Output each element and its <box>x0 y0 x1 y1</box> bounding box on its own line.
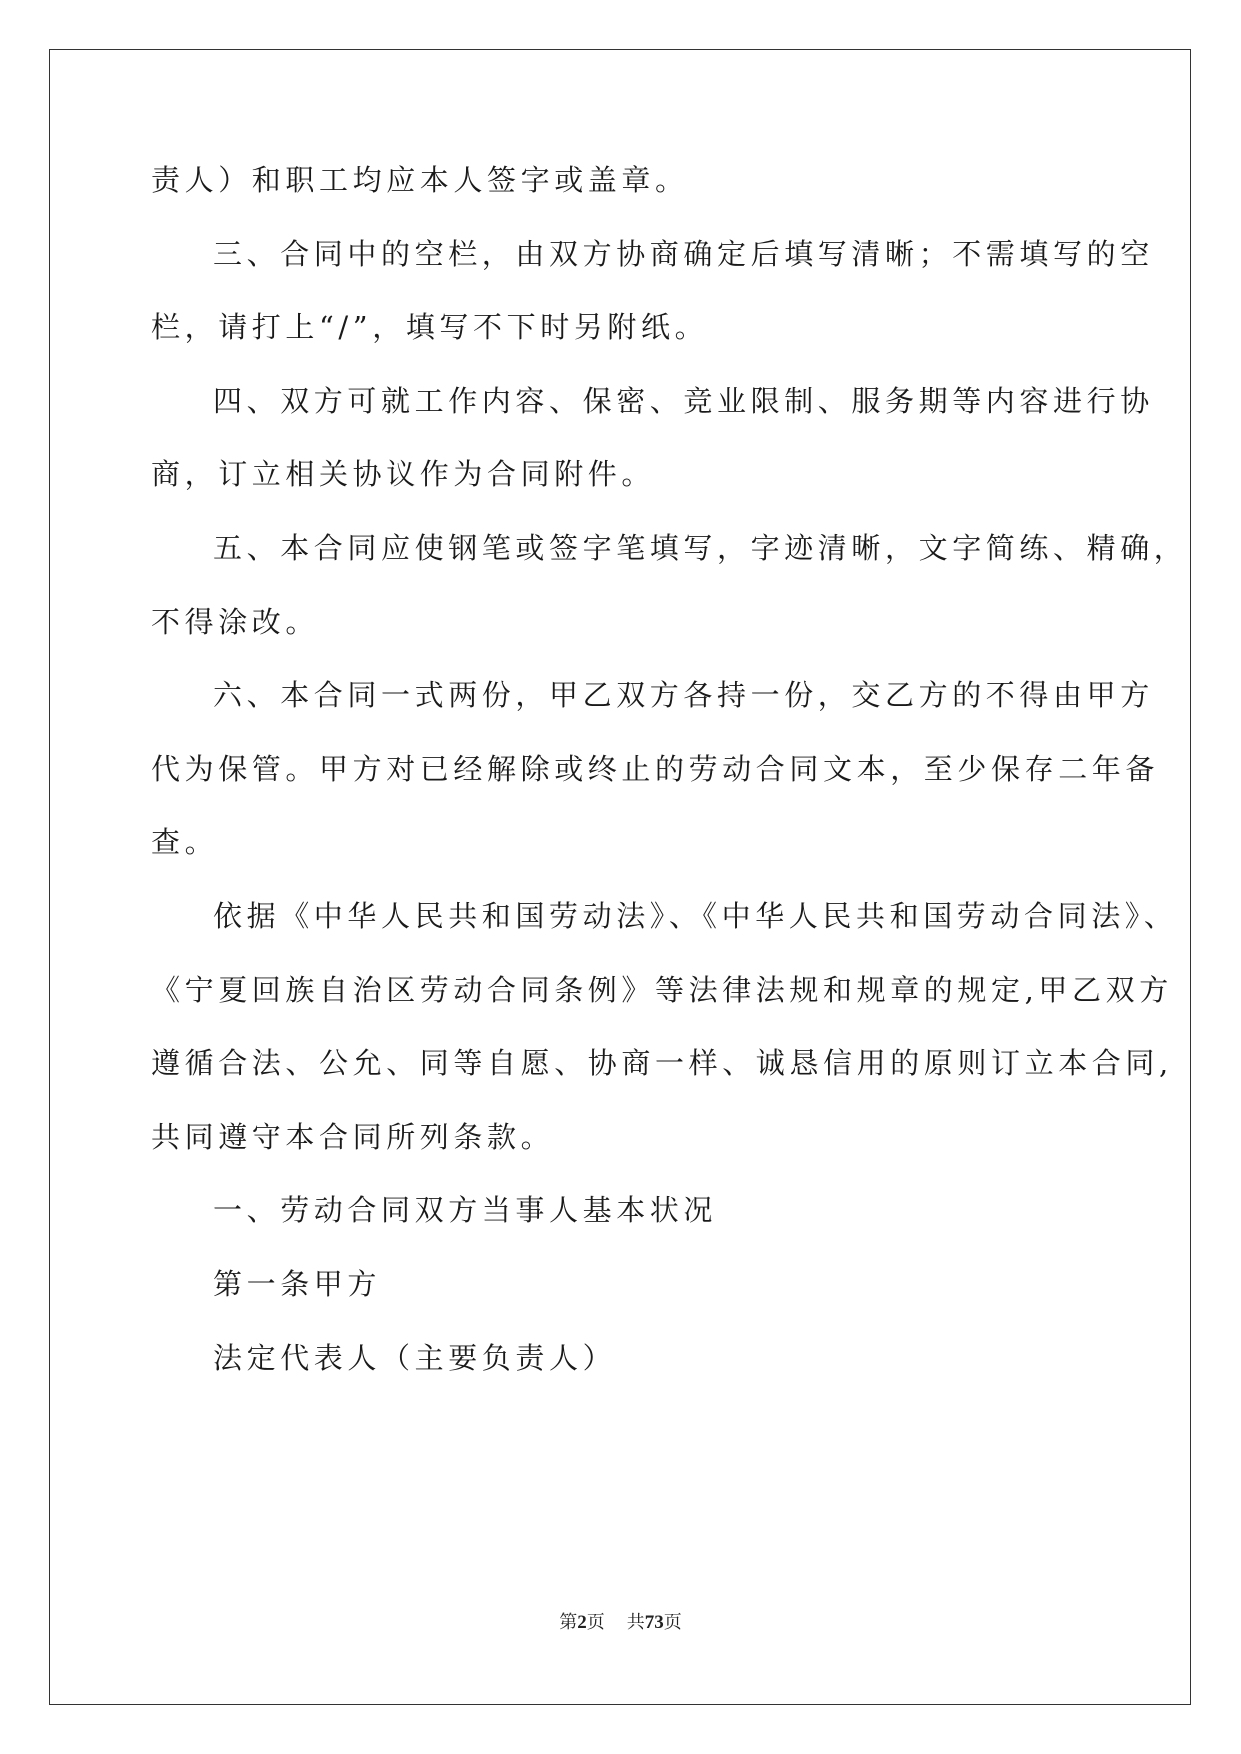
page-suffix: 页 <box>586 1612 605 1632</box>
text-line: 法定代表人（主要负责人） <box>213 1341 617 1375</box>
article-heading: 第一条甲方 <box>213 1267 382 1301</box>
text-line: 四、双方可就工作内容、保密、竞业限制、服务期等内容进行协 <box>213 384 1154 418</box>
text-line: 遵循合法、公允、同等自愿、协商一样、诚恳信用的原则订立本合同, <box>151 1046 1173 1080</box>
text-line: 栏，请打上“/”，填写不下时另附纸。 <box>151 310 709 344</box>
text-line: 《宁夏回族自治区劳动合同条例》等法律法规和规章的规定,甲乙双方 <box>151 973 1173 1007</box>
text-line: 不得涂改。 <box>151 605 320 639</box>
page-number: 2 <box>577 1612 587 1633</box>
text-line: 三、合同中的空栏，由双方协商确定后填写清晰；不需填写的空 <box>213 237 1154 271</box>
text-line: 代为保管。甲方对已经解除或终止的劳动合同文本，至少保存二年备 <box>151 752 1160 786</box>
total-pages: 73 <box>644 1612 664 1633</box>
total-prefix: 共 <box>626 1612 645 1632</box>
text-line: 商，订立相关协议作为合同附件。 <box>151 457 656 491</box>
text-line: 依据《中华人民共和国劳动法》、《中华人民共和国劳动合同法》、 <box>213 899 1178 933</box>
text-line: 查。 <box>151 825 219 859</box>
text-line: 五、本合同应使钢笔或签字笔填写，字迹清晰，文字简练、精确， <box>213 531 1188 565</box>
text-line: 共同遵守本合同所列条款。 <box>151 1120 555 1154</box>
text-line: 六、本合同一式两份，甲乙双方各持一份，交乙方的不得由甲方 <box>213 678 1154 712</box>
page-footer <box>0 1610 1241 1635</box>
text-line: 责人）和职工均应本人签字或盖章。 <box>151 163 689 197</box>
total-suffix: 页 <box>663 1612 682 1632</box>
section-heading: 一、劳动合同双方当事人基本状况 <box>213 1193 718 1227</box>
page-prefix: 第 <box>559 1612 578 1632</box>
page-border <box>49 49 1191 1705</box>
